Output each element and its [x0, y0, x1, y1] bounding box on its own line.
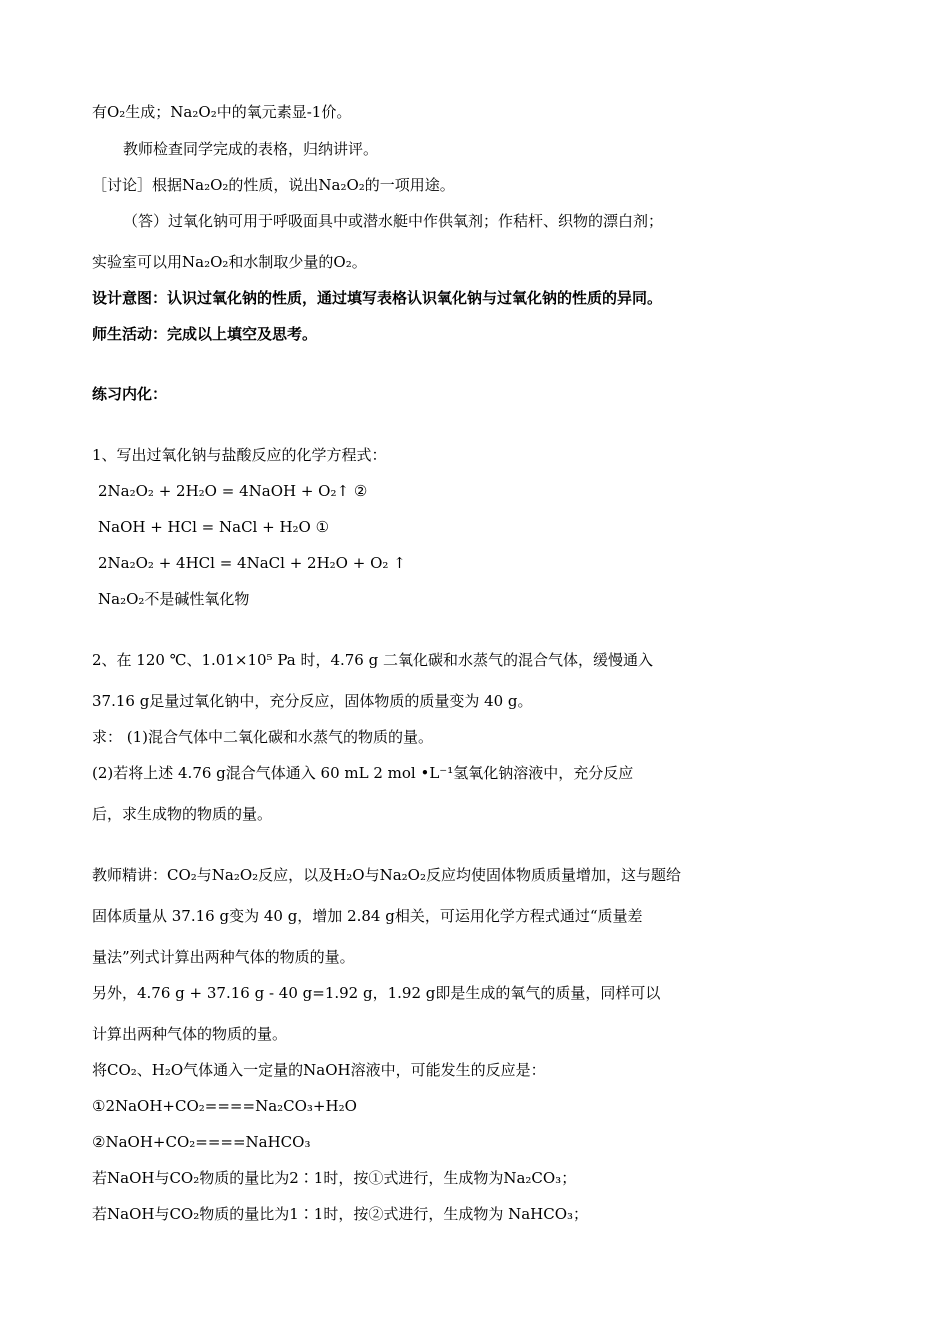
explanation-line: 将CO₂、H₂O气体通入一定量的NaOH溶液中，可能发生的反应是： [92, 1061, 546, 1079]
activity-line: 师生活动：完成以上填空及思考。 [92, 325, 318, 343]
equation-line: 2Na₂O₂ + 2H₂O = 4NaOH + O₂↑ ② [98, 482, 368, 500]
explanation-line: 固体质量从 37.16 g变为 40 g，增加 2.84 g相关，可运用化学方程式通过“质量差 [92, 907, 643, 925]
text-line: 教师检查同学完成的表格，归纳讲评。 [123, 140, 379, 158]
discussion-line: ［讨论］根据Na₂O₂的性质，说出Na₂O₂的一项用途。 [92, 176, 455, 194]
teacher-explanation: 教师精讲：CO₂与Na₂O₂反应，以及H₂O与Na₂O₂反应均使固体物质质量增加，这与题给 [92, 866, 681, 884]
reaction-2: ②NaOH+CO₂====NaHCO₃ [92, 1133, 311, 1151]
section-heading: 练习内化： [92, 385, 168, 403]
explanation-line: 若NaOH与CO₂物质的量比为1∶1时，按②式进行，生成物为 NaHCO₃； [92, 1205, 589, 1223]
question-1: 1、写出过氧化钠与盐酸反应的化学方程式： [92, 446, 387, 464]
reaction-1: ①2NaOH+CO₂====Na₂CO₃+H₂O [92, 1097, 357, 1115]
equation-line: NaOH + HCl = NaCl + H₂O ① [98, 518, 330, 536]
equation-line: 2Na₂O₂ + 4HCl = 4NaCl + 2H₂O + O₂ ↑ [98, 554, 406, 572]
question-2-line: 后，求生成物的物质的量。 [92, 805, 273, 823]
explanation-line: 量法”列式计算出两种气体的物质的量。 [92, 948, 355, 966]
question-2-line: 求： (1)混合气体中二氧化碳和水蒸气的物质的量。 [92, 728, 434, 746]
explanation-line: 计算出两种气体的物质的量。 [92, 1025, 288, 1043]
question-2-line: (2)若将上述 4.76 g混合气体通入 60 mL 2 mol •L⁻¹氢氧化钠溶液中，充分反应 [92, 764, 634, 782]
design-intent: 设计意图：认识过氧化钠的性质，通过填写表格认识氧化钠与过氧化钠的性质的异同。 [92, 289, 663, 307]
note-line: Na₂O₂不是碱性氧化物 [98, 590, 250, 608]
answer-line: （答）过氧化钠可用于呼吸面具中或潜水艇中作供氧剂；作秸杆、织物的漂白剂； [123, 212, 664, 230]
question-2-line: 37.16 g足量过氧化钠中，充分反应，固体物质的质量变为 40 g。 [92, 692, 533, 710]
explanation-line: 若NaOH与CO₂物质的量比为2∶1时，按①式进行，生成物为Na₂CO₃； [92, 1169, 577, 1187]
text-line: 实验室可以用Na₂O₂和水制取少量的O₂。 [92, 253, 367, 271]
text-line: 有O₂生成；Na₂O₂中的氧元素显-1价。 [92, 103, 352, 121]
explanation-line: 另外，4.76 g + 37.16 g - 40 g=1.92 g，1.92 g即是生成的氧气的质量，同样可以 [92, 984, 661, 1002]
question-2: 2、在 120 ℃、1.01×10⁵ Pa 时，4.76 g 二氧化碳和水蒸气的混合气体，缓慢通入 [92, 651, 653, 669]
